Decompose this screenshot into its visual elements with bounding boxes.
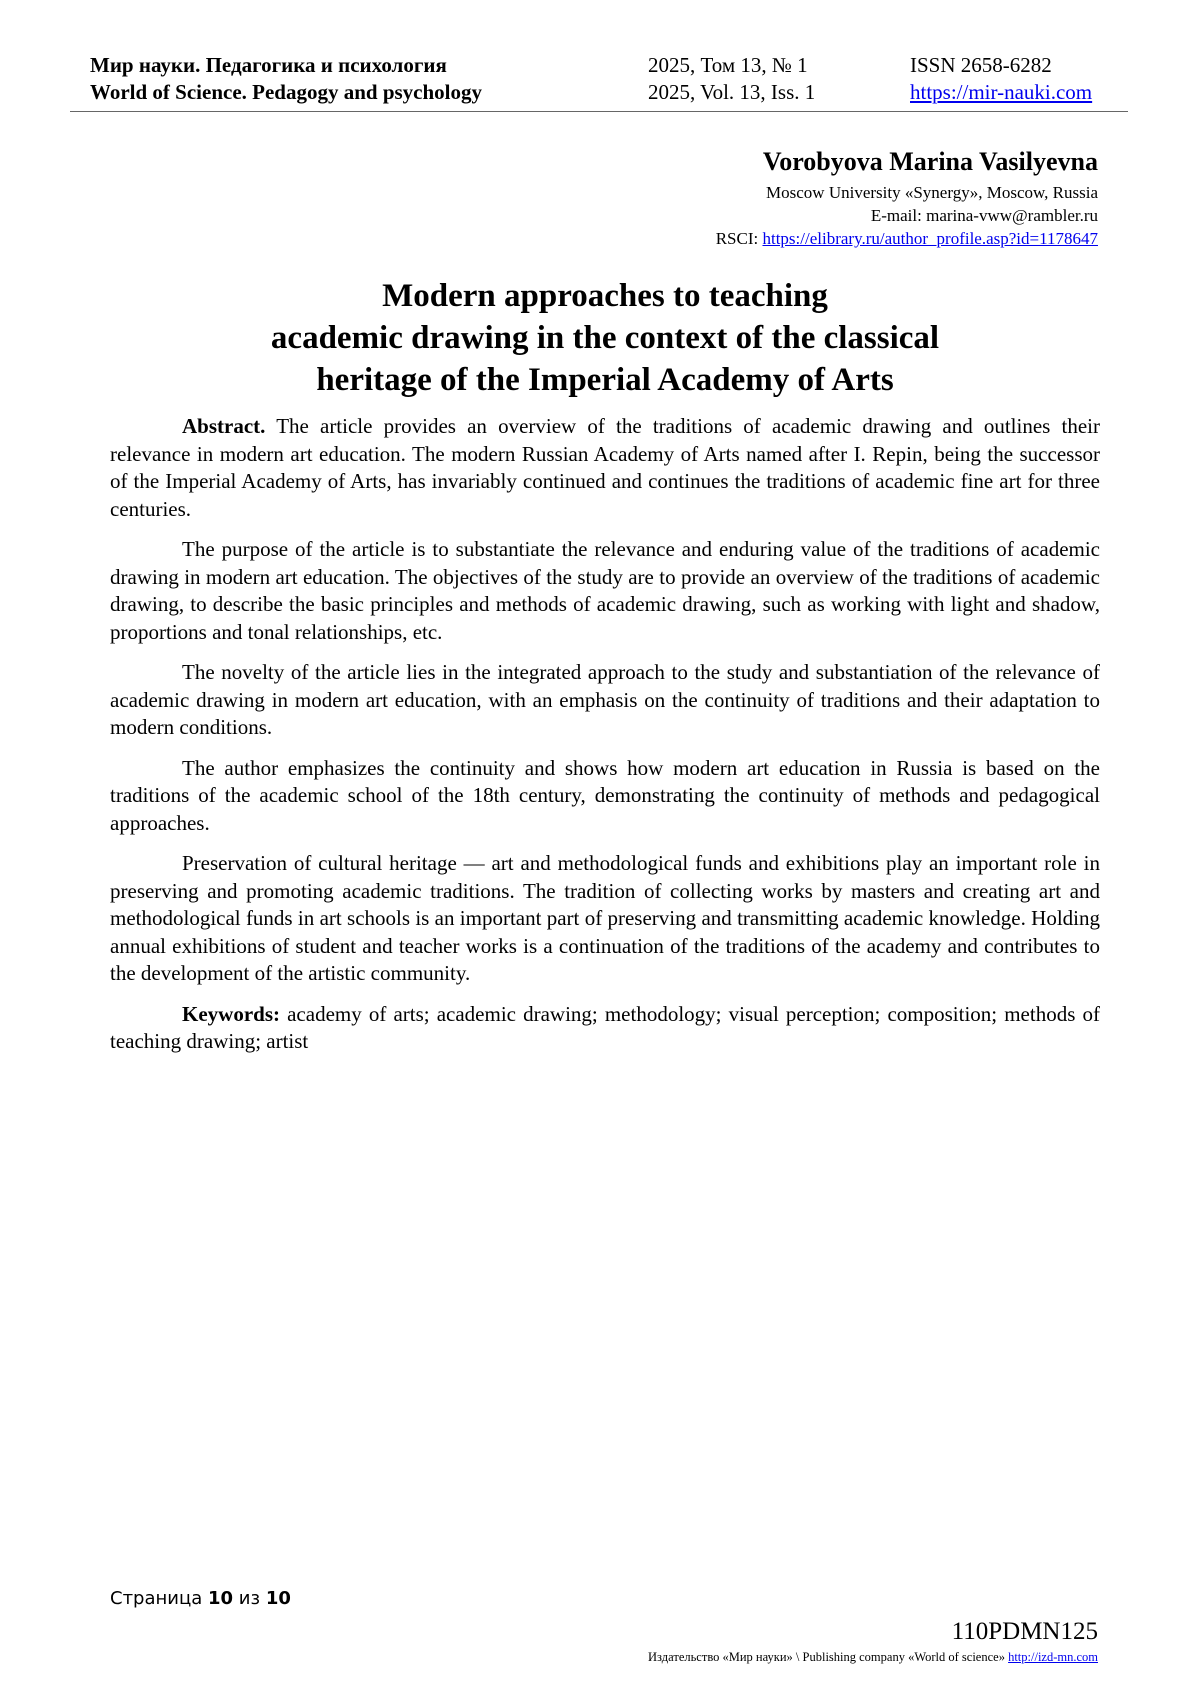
issue-info-ru: 2025, Том 13, № 1 xyxy=(648,53,808,77)
abstract-paragraph-2: The purpose of the article is to substantiate the relevance and enduring value of the traditions of academic drawing in modern art education. The objectives of the study are to provide an overview of the traditions of academic drawing, to describe the basic principles and methods of academic drawing, such as working with light and shadow, proportions and tonal relationships, etc. xyxy=(110,537,1100,644)
article-title xyxy=(90,275,1120,401)
author-name: Vorobyova Marina Vasilyevna xyxy=(762,147,1098,176)
journal-title-ru: Мир науки. Педагогика и психология xyxy=(90,53,447,77)
abstract-paragraph-3: The novelty of the article lies in the integrated approach to the study and substantiation of the relevance of academic drawing in modern art education, with an emphasis on the continuity of traditions and their adaptation to modern conditions. xyxy=(110,660,1100,739)
title-line-3: heritage of the Imperial Academy of Arts xyxy=(316,362,894,398)
issn: ISSN 2658-6282 xyxy=(910,53,1052,77)
abstract-paragraph-4: The author emphasizes the continuity and shows how modern art education in Russia is based on the traditions of the academic school of the 18th century, demonstrating the continuity of methods and pedagogical approaches. xyxy=(110,755,1100,835)
website-link[interactable]: https://mir-nauki.com xyxy=(910,80,1093,104)
article-code: 110PDMN125 xyxy=(951,1618,1098,1645)
email-label: E-mail: xyxy=(870,206,922,225)
page-current: 10 xyxy=(208,1588,234,1609)
title-line-1: Modern approaches to teaching xyxy=(382,278,828,314)
publisher-line xyxy=(648,1650,1098,1665)
header-row-en xyxy=(90,79,1120,106)
journal-header xyxy=(90,52,1120,106)
keywords-label: Keywords: xyxy=(182,1001,280,1026)
author-email xyxy=(716,204,1098,227)
publisher-name: Издательство «Мир науки» \ Publishing company «World of science» xyxy=(648,1650,1005,1664)
issue-info-en: 2025, Vol. 13, Iss. 1 xyxy=(648,80,816,104)
header-divider xyxy=(70,111,1128,112)
title-line-2: academic drawing in the context of the classical xyxy=(270,320,940,356)
page-total: 10 xyxy=(265,1588,291,1609)
page-separator: из xyxy=(238,1588,261,1609)
abstract-paragraph-1 xyxy=(110,413,1100,523)
page-indicator xyxy=(110,1588,291,1609)
author-affiliation: Moscow University «Synergy», Moscow, Russia xyxy=(766,183,1098,202)
page-prefix: Страница xyxy=(110,1588,203,1609)
rsci-link[interactable]: https://elibrary.ru/author_profile.asp?id=1178647 xyxy=(762,229,1098,248)
abstract-label: Abstract. xyxy=(182,414,266,438)
keywords-text: academy of arts; academic drawing; methodology; visual perception; composition; methods of teaching drawing; artist xyxy=(110,1001,1100,1053)
abstract-paragraph-5: Preservation of cultural heritage — art and methodological funds and exhibitions play an important role in preserving and promoting academic traditions. The tradition of collecting works by masters and creating art and methodological funds in art schools is an important part of preserving and transmitting academic knowledge. Holding annual exhibitions of student and teacher works is a continuation of the traditions of the academy and contributes to the development of the artistic community. xyxy=(110,851,1100,985)
journal-title-en: World of Science. Pedagogy and psychology xyxy=(90,80,483,104)
abstract-text-1: The article provides an overview of the traditions of academic drawing and outlines their relevance in modern art education. The modern Russian Academy of Arts named after I. Repin, being the successor of the Imperial Academy of Arts, has invariably continued and continues the traditions of academic fine art for three centuries. xyxy=(110,414,1100,521)
header-row-ru xyxy=(90,52,1120,79)
publisher-link[interactable]: http://izd-mn.com xyxy=(1008,1650,1098,1664)
rsci-label: RSCI: xyxy=(715,229,759,248)
email-value: marina-vww@rambler.ru xyxy=(926,206,1098,225)
author-block xyxy=(716,146,1098,250)
abstract-section xyxy=(110,413,1100,1069)
keywords-paragraph xyxy=(110,1001,1100,1056)
author-rsci xyxy=(716,227,1098,250)
